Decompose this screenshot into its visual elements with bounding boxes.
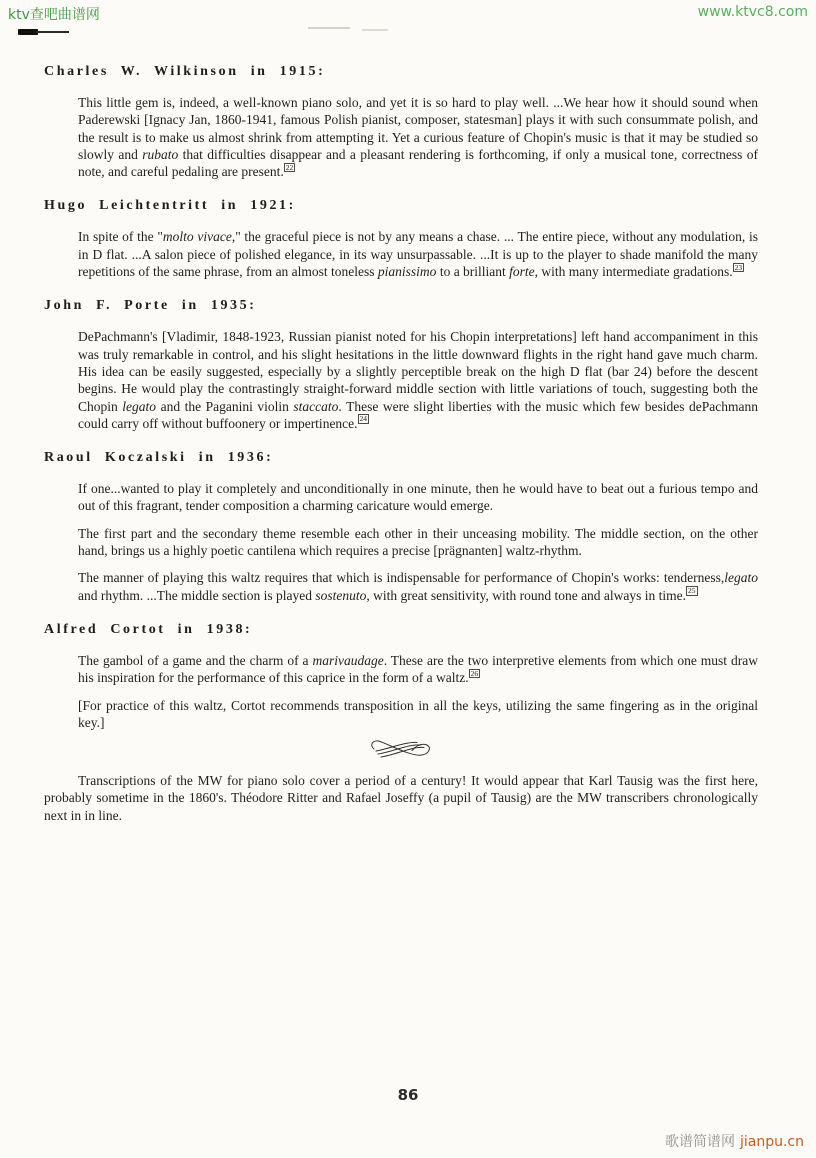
watermark-domain: jianpu.cn: [739, 1134, 804, 1150]
quote-paragraph: DePachmann's [Vladimir, 1848-1923, Russian pianist noted for his Chopin interpretations] left hand accompaniment in this was truly remarkable in control, and his slight hesitations in the little downward flights in the right hand gave much charm. His idea can be easily suggested, especially by a slightly perceptible break on the high D flat (bar 24) before the descent begins. He would play the contrastingly straight-forward middle section with little variations of touch, suggesting both the Chopin legato and the Paganini violin staccato. These were slight liberties with the music which few besides dePachmann could carry off without buffoonery or impertinence. $^{24}$: [78, 329, 758, 431]
quote-paragraph: The gambol of a game and the charm of a marivaudage. These are the two interpretive elements from which one must draw his inspiration for the performance of this caprice in the form of a waltz. $^{26}$: [78, 652, 758, 686]
editor-note-paragraph: [For practice of this waltz, Cortot recommends transposition in all the keys, utilizing the same fingering as in the original key.]: [78, 697, 758, 730]
scan-artifact-dash: [308, 27, 350, 29]
footnote-marker: 26: [470, 668, 479, 678]
quote-paragraph: In spite of the "molto vivace," the graceful piece is not by any means a chase. ... The entire piece, without any modulation, is in D flat. ...A salon piece of polished elegance, in its way unsurpassable. ...It is up to the player to shade manifold the many repetitions of the same phrase, from an almost toneless pianissimo to a brilliant forte, with many intermediate gradations. $^{23}$: [78, 229, 758, 280]
section-koczalski: [44, 450, 758, 604]
section-wilkinson: [44, 64, 758, 180]
section-leichtentritt: [44, 198, 758, 280]
quote-paragraph: This little gem is, indeed, a well-known piano solo, and yet it is so hard to play well. ...We hear how it should sound when Paderewski [Ignacy Jan, 1860-1941, famous Polish pianist, composer, statesman] plays it with such consummate polish, and the result is to make us almost shrink from attempting it. Yet a curious feature of Chopin's music is that it may be studied so slowly and rubato that difficulties disappear and a pleasant rendering is forthcoming, if only a musical tone, correctness of note, and careful pedaling are present. $^{22}$: [78, 95, 758, 180]
scan-artifact-bar: [18, 29, 38, 35]
footnote-marker: 23: [734, 262, 743, 272]
section-cortot: [44, 622, 758, 731]
watermark-bottom-right: [665, 1131, 804, 1151]
scan-artifact-dash: [362, 29, 388, 31]
watermark-top-right: www.ktvc8.com: [697, 4, 808, 20]
section-heading: Raoul Koczalski in 1936:: [44, 450, 274, 466]
quote-paragraph: If one...wanted to play it completely and unconditionally in one minute, then he would have to beat out a furious tempo and out of this fragrant, tender composition a charming caricature would emerge.: [78, 481, 758, 514]
footnote-marker: 24: [359, 414, 368, 424]
scan-artifact-line: [36, 31, 69, 33]
section-heading: John F. Porte in 1935:: [44, 298, 257, 314]
footnote-marker: 22: [285, 162, 294, 172]
quote-paragraph: The first part and the secondary theme resemble each other in their unceasing mobility. The middle section, on the other hand, brings us a highly poetic cantilena which requires a precise [prägnanten] waltz-rhythm.: [78, 525, 758, 559]
watermark-top-left: ktv查吧曲谱网: [8, 7, 100, 23]
section-porte: [44, 298, 758, 432]
section-heading: Charles W. Wilkinson in 1915:: [44, 64, 326, 79]
flourish-ornament-icon: [44, 735, 758, 768]
section-heading: Alfred Cortot in 1938:: [44, 621, 253, 637]
page-content: [44, 60, 758, 824]
page-number: 86: [397, 1086, 419, 1104]
watermark-site-name: 歌谱简谱网: [664, 1134, 735, 1150]
footnote-marker: 25: [688, 586, 696, 596]
closing-paragraph: Transcriptions of the MW for piano solo cover a period of a century! It would appear that Karl Tausig was the first here, probably sometime in the 1860's. Théodore Ritter and Rafael Joseffy (a pupil of Tausig) are the MW transcribers chronologically next in in line.: [44, 773, 758, 823]
section-heading: Hugo Leichtentritt in 1921:: [44, 198, 296, 214]
quote-paragraph: The manner of playing this waltz requires that which is indispensable for performance of Chopin's works: tenderness,legato and rhythm. ...The middle section is played sostenuto, with great sensitivity, with round tone and always in time. $^{25}$: [78, 570, 758, 603]
